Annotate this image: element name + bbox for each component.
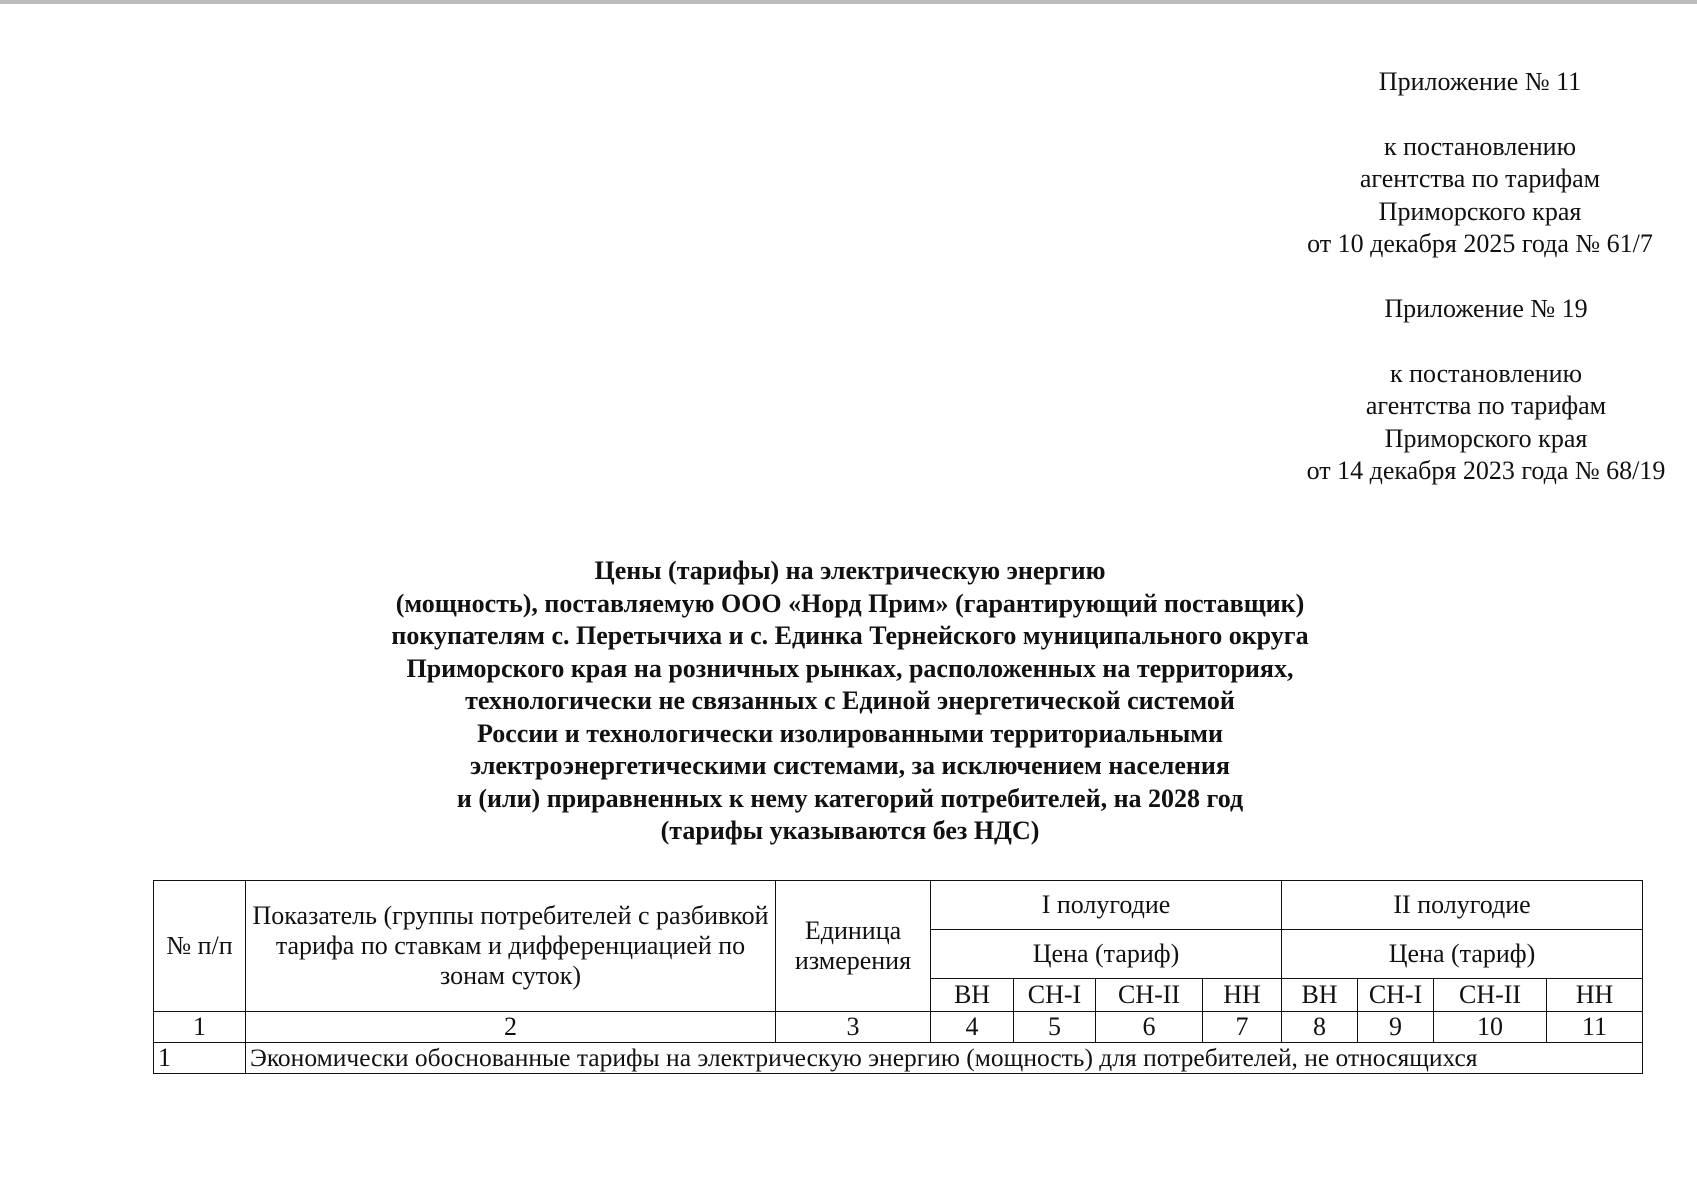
- column-number: 7: [1203, 1012, 1282, 1043]
- column-number: 4: [931, 1012, 1014, 1043]
- column-number: 9: [1358, 1012, 1434, 1043]
- column-number: 5: [1014, 1012, 1096, 1043]
- row-num: 1: [154, 1043, 246, 1074]
- title-line: (мощность), поставляемую ООО «Норд Прим» (гарантирующий поставщик): [395, 588, 1305, 618]
- column-number: 1: [154, 1012, 246, 1043]
- table-row: [154, 1043, 1643, 1074]
- header-level: НН: [1203, 979, 1282, 1012]
- appendix-date-line: от 10 декабря 2025 года № 61/7: [1307, 229, 1653, 258]
- appendix-line: Приморского края: [1378, 196, 1582, 226]
- header-level: ВН: [931, 979, 1014, 1012]
- column-number: 3: [776, 1012, 931, 1043]
- document-title: [300, 555, 1400, 848]
- appendix-block-current: [1250, 66, 1697, 261]
- appendix-line: к постановлению: [1383, 131, 1577, 161]
- column-number: 8: [1282, 1012, 1358, 1043]
- column-number: 2: [246, 1012, 776, 1043]
- title-line: (тарифы указываются без НДС): [660, 816, 1040, 845]
- header-level: ВН: [1282, 979, 1358, 1012]
- table-header-row: [154, 881, 1643, 930]
- appendix-line: Приморского края: [1384, 423, 1588, 453]
- title-line: покупателям с. Перетычиха и с. Единка Тернейского муниципального округа: [391, 621, 1309, 650]
- column-number: 6: [1096, 1012, 1203, 1043]
- header-half-1: I полугодие: [931, 881, 1282, 930]
- column-number-row: [154, 1012, 1643, 1043]
- title-line: и (или) приравненных к нему категорий потребителей, на 2028 год: [456, 783, 1244, 813]
- column-number: 11: [1547, 1012, 1643, 1043]
- appendix-line: агентства по тарифам: [1359, 164, 1601, 193]
- appendix-date-line: от 14 декабря 2023 года № 68/19: [1306, 456, 1666, 485]
- tariff-table: [153, 880, 1643, 1074]
- header-price-1: Цена (тариф): [931, 930, 1282, 979]
- header-level: НН: [1547, 979, 1643, 1012]
- appendix-line: агентства по тарифам: [1365, 391, 1607, 420]
- title-line: Приморского края на розничных рынках, расположенных на территориях,: [406, 653, 1294, 683]
- appendix-title: Приложение № 19: [1384, 294, 1588, 323]
- header-price-2: Цена (тариф): [1282, 930, 1643, 979]
- header-level: СН-II: [1096, 979, 1203, 1012]
- title-line: Цены (тарифы) на электрическую энергию: [594, 556, 1106, 585]
- header-num: № п/п: [154, 881, 246, 1012]
- header-unit: Единица измерения: [776, 881, 931, 1012]
- title-line: России и технологически изолированными территориальными: [476, 718, 1223, 748]
- header-level: СН-II: [1434, 979, 1547, 1012]
- appendix-block-original: [1256, 293, 1697, 488]
- appendix-line: к постановлению: [1389, 358, 1583, 388]
- column-number: 10: [1434, 1012, 1547, 1043]
- title-line: электроэнергетическими системами, за исключением населения: [470, 751, 1230, 780]
- scan-edge: [0, 0, 1697, 4]
- appendix-title: Приложение № 11: [1378, 67, 1582, 96]
- header-half-2: II полугодие: [1282, 881, 1643, 930]
- header-level: СН-I: [1014, 979, 1096, 1012]
- row-section-title: Экономически обоснованные тарифы на электрическую энергию (мощность) для потребителей, не относящихся: [246, 1043, 1643, 1074]
- header-indicator: Показатель (группы потребителей с разбивкой тарифа по ставкам и дифференциацией по зонам суток): [246, 881, 776, 1012]
- header-level: СН-I: [1358, 979, 1434, 1012]
- title-line: технологически не связанных с Единой энергетической системой: [465, 686, 1235, 715]
